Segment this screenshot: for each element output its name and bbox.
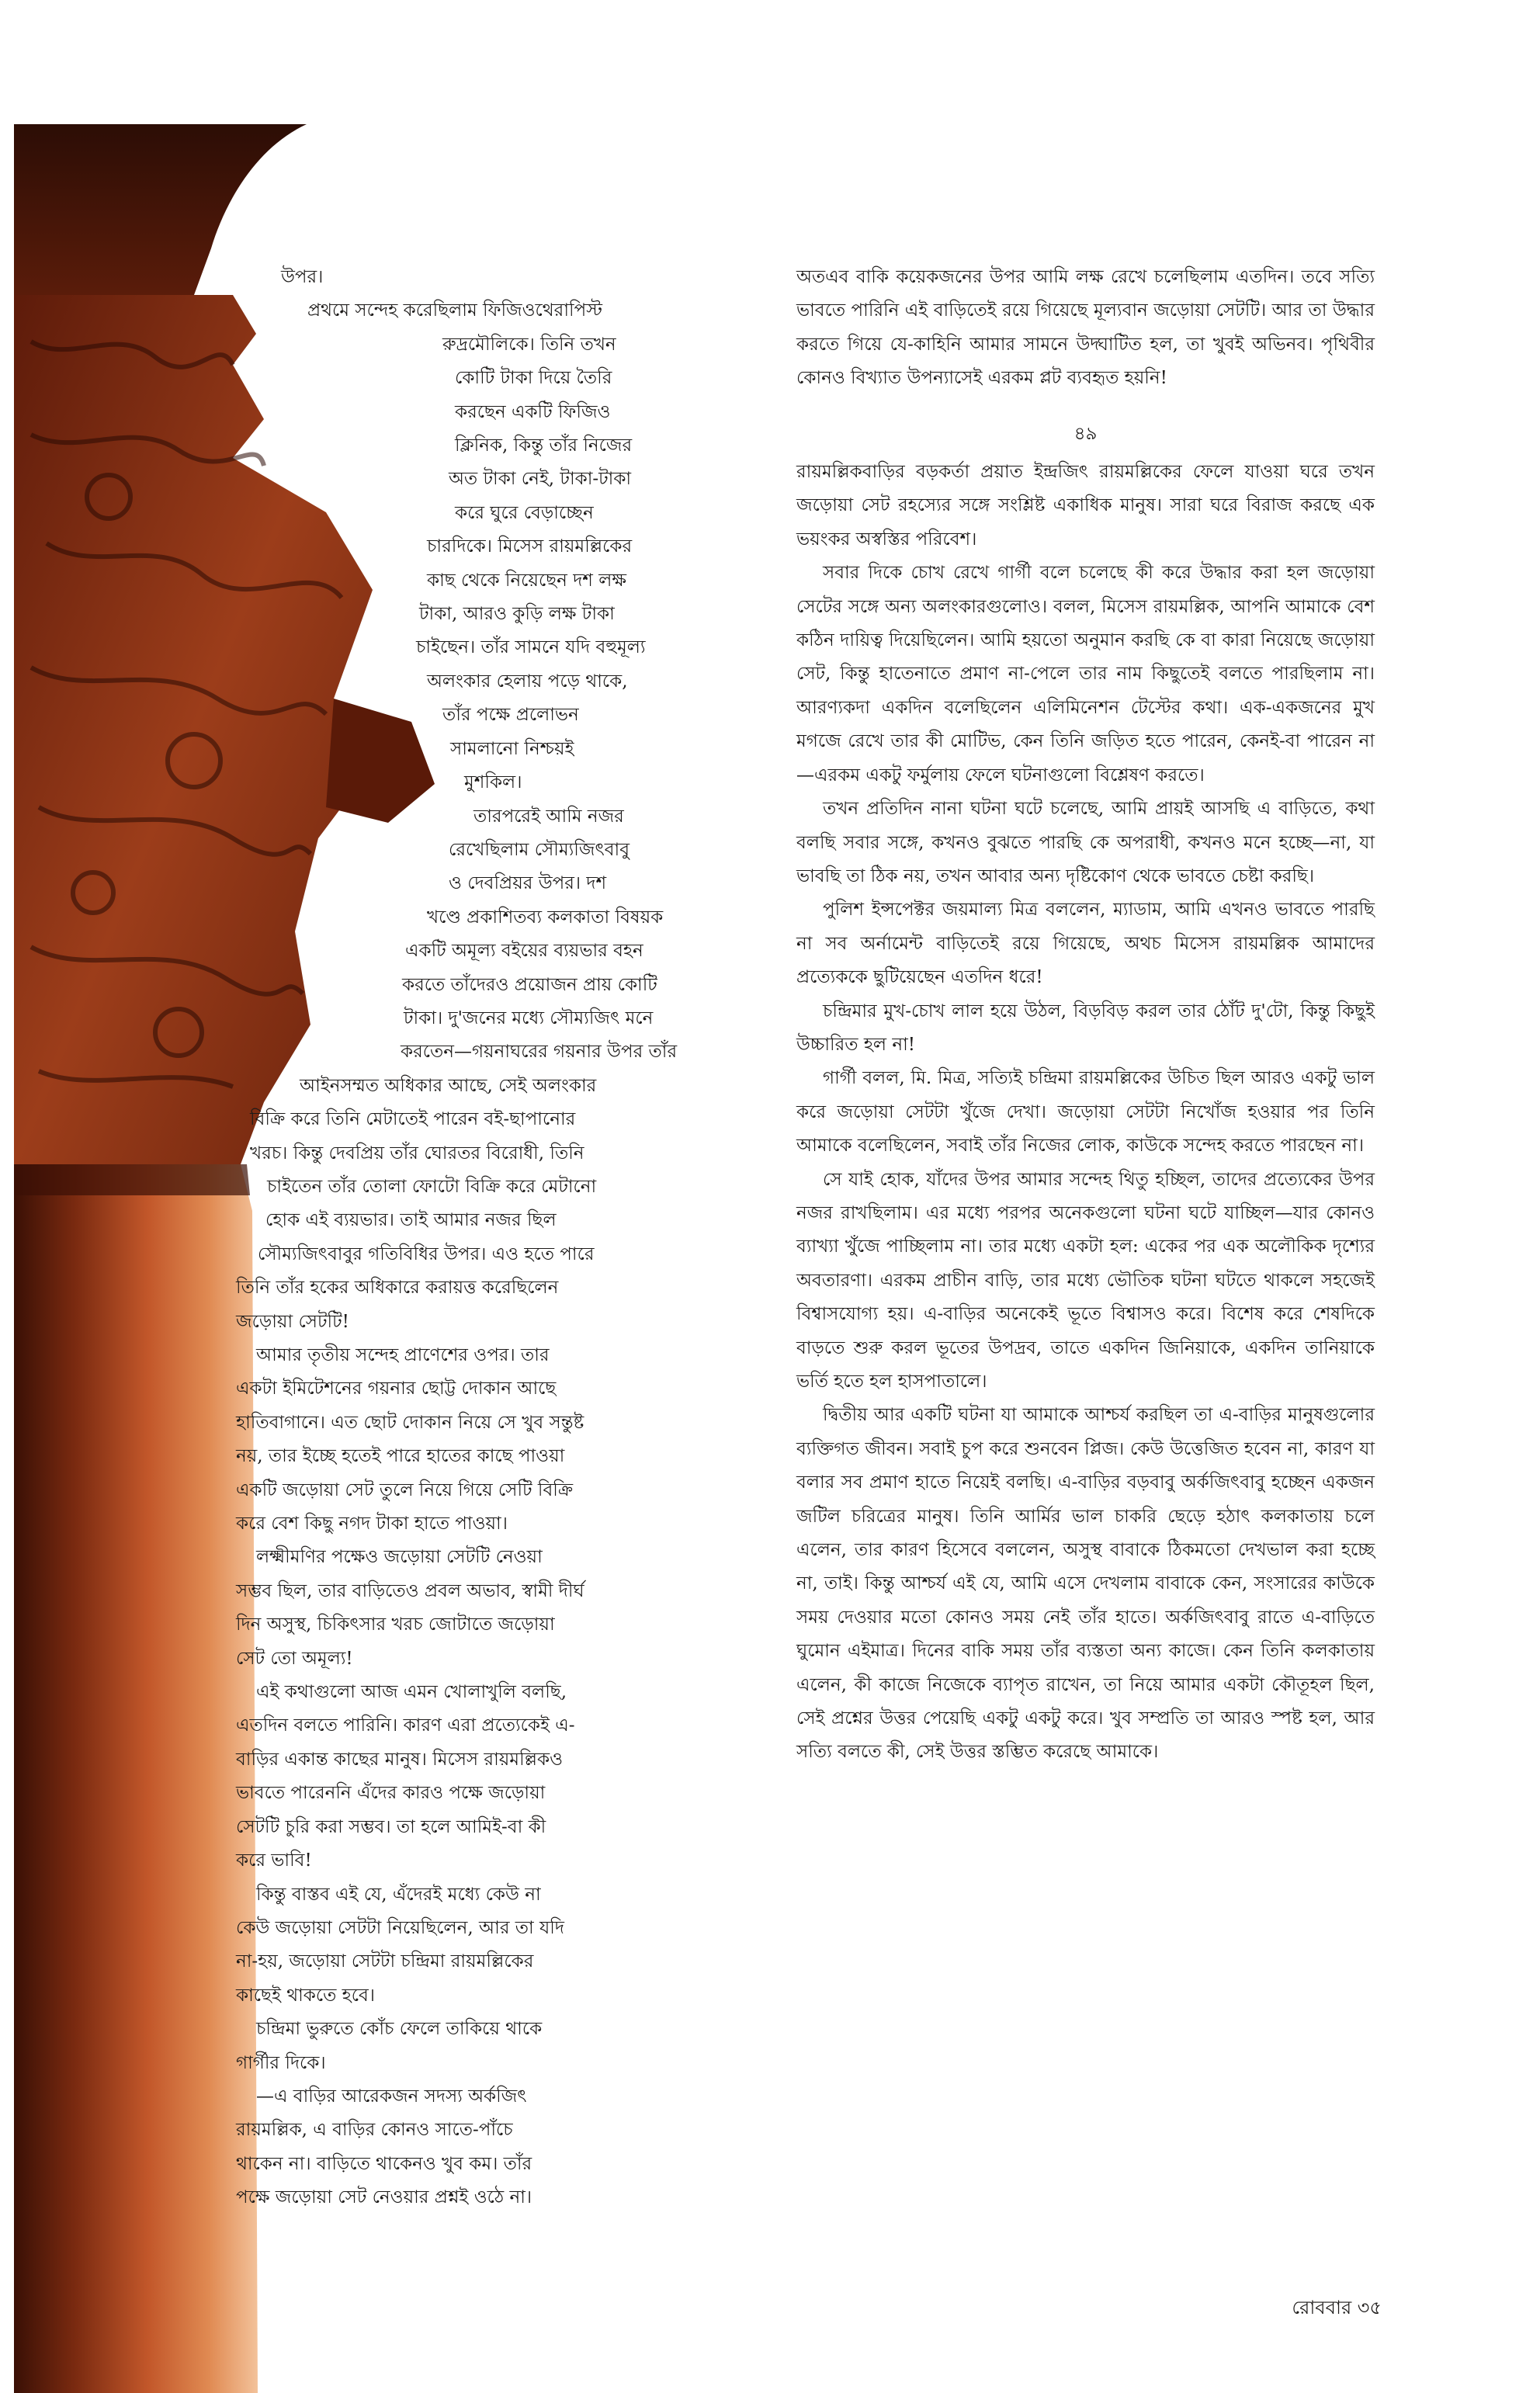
left-column xyxy=(233,261,722,2215)
left-column-line: টাকা। দু'জনের মধ্যে সৌম্যজিৎ মনে xyxy=(404,1007,654,1028)
left-column-line: উপর। xyxy=(281,267,324,287)
body-paragraph: তখন প্রতিদিন নানা ঘটনা ঘটে চলেছে, আমি প্রায়ই আসছি এ বাড়িতে, কথা বলছি সবার সঙ্গে, কখনও বুঝতে পারছি কে অপরাধী, কখনও মনে হচ্ছে—না, যা ভাবছি তা ঠিক নয়, তখন আবার অন্য দৃষ্টিকোণ থেকে ভাবতে চেষ্টা করছি। xyxy=(796,799,1375,886)
left-column-line: বাড়ির একান্ত কাছের মানুষ। মিসেস রায়মল্লিকও xyxy=(236,1749,564,1770)
left-column-line: রায়মল্লিক, এ বাড়ির কোনও সাতে-পাঁচে xyxy=(236,2120,513,2141)
left-column-line: অলংকার হেলায় পড়ে থাকে, xyxy=(427,671,628,692)
left-column-line: কাছ থেকে নিয়েছেন দশ লক্ষ xyxy=(427,570,626,591)
left-column-line: করতে তাঁদেরও প্রয়োজন প্রায় কোটি xyxy=(402,974,657,995)
left-column-line: গার্গীর দিকে। xyxy=(236,2052,326,2073)
left-column-line: তারপরেই আমি নজর xyxy=(473,806,624,827)
body-paragraph: সে যাই হোক, যাঁদের উপর আমার সন্দেহ থিতু হচ্ছিল, তাদের প্রত্যেকের উপর নজর রাখছিলাম। এর মধ্যে পরপর অনেকগুলো ঘটনা ঘটে যাচ্ছিল—যার কোনও ব্যাখ্যা খুঁজে পাচ্ছিলাম না। তার মধ্যে একটা হল: একের পর এক অলৌকিক দৃশ্যের অবতারণা। এরকম প্রাচীন বাড়ি, তার মধ্যে ভৌতিক ঘটনা ঘটতে থাকলে সহজেই বিশ্বাসযোগ্য হয়। এ-বাড়ির অনেকেই ভূতে বিশ্বাসও করে। বিশেষ করে শেষদিকে বাড়তে শুরু করল ভূতের উপদ্রব, তাতে একদিন জিনিয়াকে, একদিন তানিয়াকে ভর্তি হতে হল হাসপাতালে। xyxy=(796,1169,1375,1392)
left-column-line: করছেন একটি ফিজিও xyxy=(455,401,611,422)
body-paragraph: গার্গী বলল, মি. মিত্র, সত্যিই চন্দ্রিমা রায়মল্লিকের উচিত ছিল আরও একটু ভাল করে জড়োয়া সেটটা খুঁজে দেখা। জড়োয়া সেটটা নিখোঁজ হওয়ার পর তিনি আমাকে বলেছিলেন, সবাই তাঁর নিজের লোক, কাউকে সন্দেহ করতে পারছেন না। xyxy=(796,1068,1375,1157)
left-column-line: কাছেই থাকতে হবে। xyxy=(236,1985,376,2006)
left-column-line: করতেন—গয়নাঘরের গয়নার উপর তাঁর xyxy=(401,1042,678,1063)
left-column-line: চারদিকে। মিসেস রায়মল্লিকের xyxy=(427,536,633,557)
body-paragraph: রায়মল্লিকবাড়ির বড়কর্তা প্রয়াত ইন্দ্রজিৎ রায়মল্লিকের ফেলে যাওয়া ঘরে তখন জড়োয়া সেট রহস্যের সঙ্গে সংশ্লিষ্ট একাধিক মানুষ। সারা ঘরে বিরাজ করছে এক ভয়ংকর অস্বস্তির পরিবেশ। xyxy=(796,462,1375,550)
left-column-line: করে ভাবি! xyxy=(236,1850,312,1871)
left-column-line: সম্ভব ছিল, তার বাড়িতেও প্রবল অভাব, স্বামী দীর্ঘ xyxy=(236,1580,584,1601)
left-column-line: —এ বাড়ির আরেকজন সদস্য অর্কজিৎ xyxy=(256,2086,527,2107)
left-column-line: করে ঘুরে বেড়াচ্ছেন xyxy=(455,502,594,523)
left-column-line: একটি অমূল্য বইয়ের ব্যয়ভার বহন xyxy=(405,941,643,962)
left-column-line: প্রথমে সন্দেহ করেছিলাম ফিজিওথেরাপিস্ট xyxy=(307,300,603,321)
left-column-line: একটা ইমিটেশনের গয়নার ছোট্ট দোকান আছে xyxy=(236,1379,557,1399)
left-column-line: চাইতেন তাঁর তোলা ফোটো বিক্রি করে মেটানো xyxy=(267,1176,597,1197)
body-paragraph: চন্দ্রিমার মুখ-চোখ লাল হয়ে উঠল, বিড়বিড় করল তার ঠোঁট দু'টো, কিন্তু কিছুই উচ্চারিত হল না! xyxy=(796,1001,1375,1055)
left-column-line: হাতিবাগানে। এত ছোট দোকান নিয়ে সে খুব সন্তুষ্ট xyxy=(236,1412,584,1433)
left-column-line: না-হয়, জড়োয়া সেটটা চন্দ্রিমা রায়মল্লিকের xyxy=(236,1951,534,1972)
left-column-line: চাইছেন। তাঁর সামনে যদি বহুমূল্য xyxy=(416,637,646,658)
body-paragraph: দ্বিতীয় আর একটি ঘটনা যা আমাকে আশ্চর্য করছিল তা এ-বাড়ির মানুষগুলোর ব্যক্তিগত জীবন। সবাই চুপ করে শুনবেন প্লিজ। কেউ উত্তেজিত হবেন না, কারণ যা বলার সব প্রমাণ হাতে নিয়েই বলছি। এ-বাড়ির বড়বাবু অর্কজিৎবাবু হচ্ছেন একজন জটিল চরিত্রের মানুষ। তিনি আর্মির ভাল চাকরি ছেড়ে হঠাৎ কলকাতায় চলে এলেন, তার কারণ হিসেবে বললেন, অসুস্থ বাবাকে ঠিকমতো দেখভাল করা হচ্ছে না, তাই। কিন্তু আশ্চর্য এই যে, আমি এসে দেখলাম বাবাকে কেন, সংসারের কাউকে সময় দেওয়ার মতো কোনও সময় নেই তাঁর হাতে। অর্কজিৎবাবু রাতে এ-বাড়িতে ঘুমোন এইমাত্র। দিনের বাকি সময় তাঁর ব্যস্ততা অন্য কাজে। কেন তিনি কলকাতায় এলেন, কী কাজে নিজেকে ব্যাপৃত রাখেন, তা নিয়ে আমার একটা কৌতূহল ছিল, সেই প্রশ্নের উত্তর পেয়েছি একটু একটু করে। খুব সম্প্রতি তা আরও স্পষ্ট হল, আর সত্যি বলতে কী, সেই উত্তর স্তম্ভিত করেছে আমাকে। xyxy=(796,1405,1375,1763)
left-column-line: দিন অসুস্থ, চিকিৎসার খরচ জোটাতে জড়োয়া xyxy=(236,1614,555,1635)
left-column-line: লক্ষ্মীমণির পক্ষেও জড়োয়া সেটটি নেওয়া xyxy=(256,1547,543,1568)
left-column-line: বিক্রি করে তিনি মেটাতেই পারেন বই-ছাপানোর xyxy=(250,1109,576,1130)
left-column-line: এতদিন বলতে পারিনি। কারণ এরা প্রত্যেকেই এ- xyxy=(236,1715,575,1736)
left-column-line: কিন্তু বাস্তব এই যে, এঁদেরই মধ্যে কেউ না xyxy=(256,1884,541,1905)
left-column-line: কোটি টাকা দিয়ে তৈরি xyxy=(455,368,612,389)
body-paragraph: সবার দিকে চোখ রেখে গার্গী বলে চলেছে কী করে উদ্ধার করা হল জড়োয়া সেটের সঙ্গে অন্য অলংকারগুলোও। বলল, মিসেস রায়মল্লিক, আপনি আমাকে বেশ কঠিন দায়িত্ব দিয়েছিলেন। আমি হয়তো অনুমান করছি কে বা কারা নিয়েছে জড়োয়া সেট, কিন্তু হাতেনাতে প্রমাণ না-পেলে তার নাম কিছুতেই বলতে পারছিলাম না। আরণ্যকদা একদিন বলেছিলেন এলিমিনেশন টেস্টের কথা। এক-একজনের মুখ মগজে রেখে তার কী মোটিভ, কেন তিনি জড়িত হতে পারেন, কেনই-বা পারেন না—এরকম একটু ফর্মুলায় ফেলে ঘটনাগুলো বিশ্লেষণ করতে। xyxy=(796,563,1375,786)
left-column-line: একটি জড়োয়া সেট তুলে নিয়ে গিয়ে সেটি বিক্রি xyxy=(236,1479,574,1500)
left-column-line: সেট তো অমূল্য! xyxy=(236,1648,353,1669)
left-column-line: সৌম্যজিৎবাবুর গতিবিধির উপর। এও হতে পারে xyxy=(258,1243,595,1264)
left-column-line: রেখেছিলাম সৌম্যজিৎবাবু xyxy=(449,839,630,860)
left-column-line: মুশকিল। xyxy=(464,772,522,793)
left-column-line: পক্ষে জড়োয়া সেট নেওয়ার প্রশ্নই ওঠে না। xyxy=(236,2187,532,2208)
left-column-line: তাঁর পক্ষে প্রলোভন xyxy=(442,705,579,726)
left-column-line: সামলানো নিশ্চয়ই xyxy=(450,738,574,759)
left-column-line: জড়োয়া সেটটি! xyxy=(236,1311,349,1332)
page-footer: রোববার ৩৫ xyxy=(1292,2297,1382,2318)
intro-paragraph: অতএব বাকি কয়েকজনের উপর আমি লক্ষ রেখে চলেছিলাম এতদিন। তবে সত্যি ভাবতে পারিনি এই বাড়িতেই রয়ে গিয়েছে মূল্যবান জড়োয়া সেটটি। আর তা উদ্ধার করতে গিয়ে যে-কাহিনি আমার সামনে উদ্ঘাটিত হল, তা খুবই অভিনব। পৃথিবীর কোনও বিখ্যাত উপন্যাসেই এরকম প্লট ব্যবহৃত হয়নি! xyxy=(796,267,1375,389)
left-column-line: ও দেবপ্রিয়র উপর। দশ xyxy=(449,873,607,894)
chapter-number: ৪৯ xyxy=(1073,423,1098,444)
left-column-line: আমার তৃতীয় সন্দেহ প্রাণেশের ওপর। তার xyxy=(256,1345,550,1365)
left-column-line: আইনসম্মত অধিকার আছে, সেই অলংকার xyxy=(300,1075,597,1096)
right-column xyxy=(796,261,1375,1770)
left-column-line: ভাবতে পারেননি এঁদের কারও পক্ষে জড়োয়া xyxy=(236,1783,546,1804)
left-column-line: করে বেশ কিছু নগদ টাকা হাতে পাওয়া। xyxy=(236,1514,508,1535)
pillar-shaft xyxy=(14,1164,258,2393)
left-column-line: হোক এই ব্যয়ভার। তাই আমার নজর ছিল xyxy=(265,1210,557,1231)
left-column-line: রুদ্রমৌলিকে। তিনি তখন xyxy=(442,334,616,355)
left-column-line: চন্দ্রিমা ভুরুতে কোঁচ ফেলে তাকিয়ে থাকে xyxy=(256,2019,543,2040)
left-column-line: কেউ জড়োয়া সেটটা নিয়েছিলেন, আর তা যদি xyxy=(236,1917,564,1938)
left-column-line: খরচ। কিন্তু দেবপ্রিয় তাঁর ঘোরতর বিরোধী, তিনি xyxy=(250,1143,584,1164)
body-paragraph: পুলিশ ইন্সপেক্টর জয়মাল্য মিত্র বললেন, ম্যাডাম, আমি এখনও ভাবতে পারছি না সব অর্নামেন্ট বাড়িতেই রয়ে গিয়েছে, অথচ মিসেস রায়মল্লিক আমাদের প্রত্যেককে ছুটিয়েছেন এতদিন ধরে! xyxy=(796,900,1375,988)
left-column-line: তিনি তাঁর হকের অধিকারে করায়ত্ত করেছিলেন xyxy=(236,1278,559,1299)
left-column-line: খণ্ডে প্রকাশিতব্য কলকাতা বিষয়ক xyxy=(427,907,664,928)
left-column-line: ক্লিনিক, কিন্তু তাঁর নিজের xyxy=(455,435,633,456)
shaft-collar xyxy=(14,1164,250,1195)
left-column-line: টাকা, আরও কুড়ি লক্ষ টাকা xyxy=(419,604,615,625)
left-column-line: অত টাকা নেই, টাকা-টাকা xyxy=(449,469,632,490)
left-column-line: থাকেন না। বাড়িতে থাকেনও খুব কম। তাঁর xyxy=(236,2153,532,2174)
left-column-line: এই কথাগুলো আজ এমন খোলাখুলি বলছি, xyxy=(256,1682,567,1703)
left-column-line: সেটটি চুরি করা সম্ভব। তা হলে আমিই-বা কী xyxy=(236,1816,546,1837)
left-column-line: নয়, তার ইচ্ছে হতেই পারে হাতের কাছে পাওয়া xyxy=(236,1446,565,1467)
